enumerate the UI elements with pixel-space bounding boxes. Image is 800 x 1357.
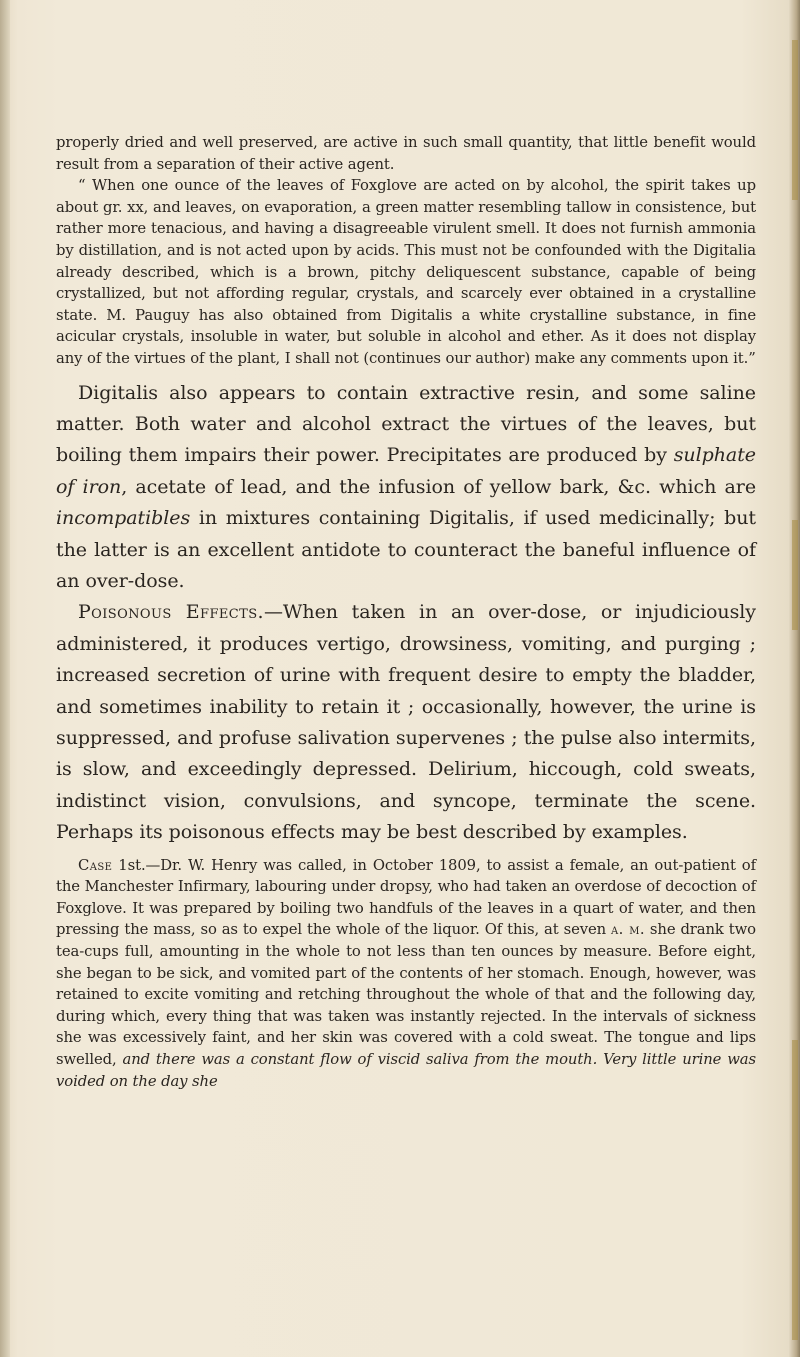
emphasis-sulphate-of-iron: sulphate of iron xyxy=(56,444,756,498)
page-stain xyxy=(792,40,798,200)
page-text-block xyxy=(56,132,756,1092)
emphasis-incompatibles: incompatibles xyxy=(56,507,191,530)
emphasis-saliva: and there was a constant flow of viscid saliva from the mouth. Very little urine was voided on the day she xyxy=(56,1050,756,1090)
paragraph-continuation: properly dried and well preserved, are active in such small quantity, that little benefit would result from a separation of their active agent. xyxy=(56,134,756,173)
case-label: Case xyxy=(78,856,113,874)
paragraph-case-1: Case 1st.—Dr. W. Henry was called, in October 1809, to assist a female, an out-patient of the Manchester Infirmary, labouring under dropsy, who had taken an overdose of decoction of Foxglove. It was prepared by boiling two handfuls of the leaves in a quart of water, and then pressing the mass, so as to expel the whole of the liquor. Of this, at seven a. m. she drank two tea-cups full, amounting in the whole to not less than ten ounces by measure. Before eight, she began to be sick, and vomited part of the contents of her stomach. Enough, however, was retained to excite vomiting and retching throughout the whole of that and the following day, during which, every thing that was taken was instantly rejected. In the intervals of sickness she was excessively faint, and her skin was covered with a cold sweat. The tongue and lips swelled, and there was a constant flow of viscid saliva from the mouth. Very little urine was voided on the day she xyxy=(56,856,756,1090)
page-edge-right xyxy=(788,0,800,1357)
paragraph-quotation: “ When one ounce of the leaves of Foxglove are acted on by alcohol, the spirit takes up about gr. xx, and leaves, on evaporation, a green matter resembling tallow in consistence, but rather more tenacious, and having a disagreeable virulent smell. It does not furnish ammonia by distillation, and is not acted upon by acids. This must not be confounded with the Digitalia already described, which is a brown, pitchy deliquescent substance, capable of being crystallized, but not affording regular, crystals, and scarcely ever obtained in a crystalline state. M. Pauguy has also obtained from Digitalis a white crystalline substance, in fine acicular crystals, insoluble in water, but soluble in alcohol and ether. As it does not display any of the virtues of the plant, I shall not (continues our author) make any comments upon it.” xyxy=(56,177,756,367)
paragraph-constituents: Digitalis also appears to contain extractive resin, and some saline matter. Both water and alcohol extract the virtues of the leaves, but boiling them impairs their power. Precipitates are produced by sulphate of iron, acetate of lead, and the infusion of yellow bark, &c. which are incompatibles in mixtures containing Digitalis, if used medicinally; but the latter is an excellent antidote to counteract the baneful influence of an over-dose. xyxy=(56,381,757,592)
page-stain xyxy=(792,1040,798,1340)
page-stain xyxy=(792,520,798,630)
page-gutter-left xyxy=(0,0,10,1357)
paragraph-poisonous-effects: Poisonous Effects.—When taken in an over-dose, or injudiciously administered, it produces vertigo, drowsiness, vomiting, and purging ; increased secretion of urine with frequent desire to empty the bladder, and sometimes inability to retain it ; occasionally, however, the urine is suppressed, and profuse salivation supervenes ; the pulse also intermits, is slow, and exceedingly depressed. Delirium, hiccough, cold sweats, indistinct vision, convulsions, and syncope, terminate the scene. Perhaps its poisonous effects may be best described by examples. xyxy=(56,601,756,844)
time-am: a. m. xyxy=(611,921,645,939)
section-heading: Poisonous Effects. xyxy=(78,601,264,624)
